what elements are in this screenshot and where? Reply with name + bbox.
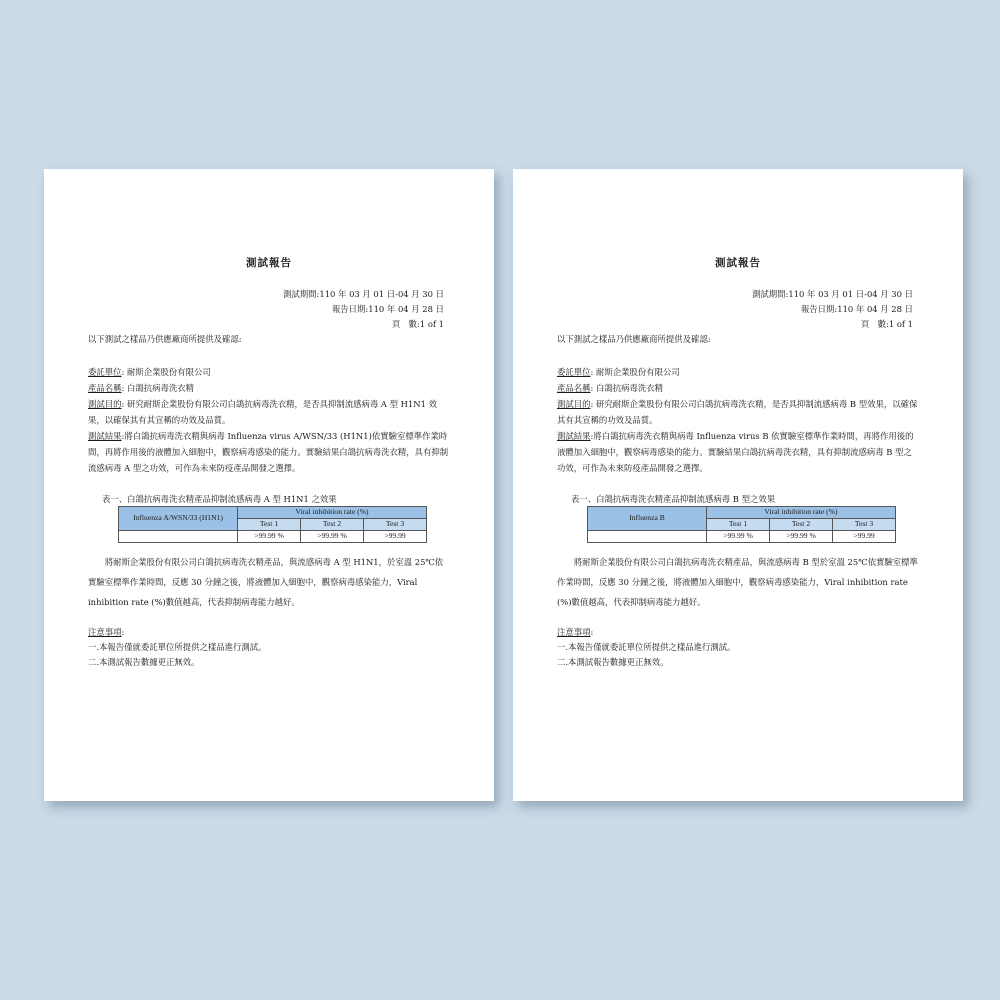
inhibition-rate-header: Viral inhibition rate (%) xyxy=(238,507,427,519)
test-3-value: >99.99 xyxy=(833,531,896,543)
note-item-1: 一.本報告僅就委託單位所提供之樣品進行測試。 xyxy=(88,642,267,652)
table-row xyxy=(119,531,427,543)
product-label: 產品名稱 xyxy=(88,383,122,393)
client-row xyxy=(88,364,450,380)
notes-heading xyxy=(557,625,919,640)
test-3-value: >99.99 xyxy=(364,531,427,543)
test-2-value: >99.99 % xyxy=(301,531,364,543)
results-table xyxy=(587,506,896,543)
client-value: : 耐斯企業股份有限公司 xyxy=(590,367,680,377)
influenza-strain-header: Influenza B xyxy=(588,507,707,531)
test-period: 測試期間:110 年 03 月 01 日-04 月 30 日 xyxy=(752,289,913,299)
conclusion-paragraph: 將耐斯企業股份有限公司白鴿抗病毒洗衣精產品，與流感病毒 B 型於室溫 25℃依實驗室標準作業時間，反應 30 分鐘之後，將液體加入細胞中，觀察病毒感染能力，Viral inhibition rate (%)數值越高，代表抑制病毒能力越好。 xyxy=(557,557,918,607)
notes-label: 注意事項 xyxy=(557,627,591,637)
report-info xyxy=(557,364,919,476)
test-1-header: Test 1 xyxy=(707,519,770,531)
report-title: 測試報告 xyxy=(246,257,292,269)
test-1-value: >99.99 % xyxy=(238,531,301,543)
test-1-header: Test 1 xyxy=(238,519,301,531)
notes-label: 注意事項 xyxy=(88,627,122,637)
purpose-value: : 研究耐斯企業股份有限公司白鴿抗病毒洗衣精，是否具抑制流感病毒 A 型 H1N1 效果，以確保其有其宣稱的功效及品質。 xyxy=(88,399,437,425)
test-1-value: >99.99 % xyxy=(707,531,770,543)
purpose-label: 測試目的 xyxy=(88,399,122,409)
notes-colon: : xyxy=(121,627,125,637)
result-value: :將白鴿抗病毒洗衣精與病毒 Influenza virus A/WSN/33 (H1N1)依實驗室標準作業時間，再將作用後的液體加入細胞中，觀察病毒感染的能力。實驗結果白鴿抗病毒洗衣精，具有抑制流感病毒 A 型之功效，可作為未來防疫產品開發之選擇。 xyxy=(88,431,449,473)
report-page-influenza-a xyxy=(44,169,494,801)
report-page-influenza-b xyxy=(513,169,963,801)
notes-section xyxy=(88,625,450,670)
result-row xyxy=(88,428,450,476)
test-2-header: Test 2 xyxy=(301,519,364,531)
product-row xyxy=(557,380,919,396)
table-empty-cell xyxy=(119,531,238,543)
report-info xyxy=(88,364,450,476)
result-label: 測試結果 xyxy=(557,431,591,441)
test-3-header: Test 3 xyxy=(364,519,427,531)
purpose-label: 測試目的 xyxy=(557,399,591,409)
note-item-1: 一.本報告僅就委託單位所提供之樣品進行測試。 xyxy=(557,642,736,652)
client-label: 委託單位 xyxy=(88,367,122,377)
notes-section xyxy=(557,625,919,670)
table-row xyxy=(588,531,896,543)
intro-text: 以下測試之樣品乃供應廠商所提供及確認: xyxy=(88,334,242,344)
note-item-2: 二.本測試報告數據更正無效。 xyxy=(88,657,200,667)
page-count: 頁 數:1 of 1 xyxy=(391,319,444,329)
table-header-row xyxy=(588,507,896,519)
note-item-2: 二.本測試報告數據更正無效。 xyxy=(557,657,669,667)
client-label: 委託單位 xyxy=(557,367,591,377)
test-2-value: >99.99 % xyxy=(770,531,833,543)
result-value: :將白鴿抗病毒洗衣精與病毒 Influenza virus B 依實驗室標準作業時間，再將作用後的液體加入細胞中，觀察病毒感染的能力。實驗結果白鴿抗病毒洗衣精，具有抑制流感病毒 B 型之功效，可作為未來防疫產品開發之選擇。 xyxy=(557,431,914,473)
test-2-header: Test 2 xyxy=(770,519,833,531)
report-title: 測試報告 xyxy=(715,257,761,269)
result-row xyxy=(557,428,919,476)
report-date: 報告日期:110 年 04 月 28 日 xyxy=(800,304,913,314)
notes-colon: : xyxy=(590,627,594,637)
product-label: 產品名稱 xyxy=(557,383,591,393)
purpose-row xyxy=(88,396,450,428)
results-table xyxy=(118,506,427,543)
table-caption: 表一、白鴿抗病毒洗衣精產品抑制流感病毒 A 型 H1N1 之效果 xyxy=(102,494,337,504)
inhibition-rate-header: Viral inhibition rate (%) xyxy=(707,507,896,519)
product-row xyxy=(88,380,450,396)
table-header-row xyxy=(119,507,427,519)
product-value: : 白鴿抗病毒洗衣精 xyxy=(590,383,663,393)
product-value: : 白鴿抗病毒洗衣精 xyxy=(121,383,194,393)
client-value: : 耐斯企業股份有限公司 xyxy=(121,367,211,377)
test-period: 測試期間:110 年 03 月 01 日-04 月 30 日 xyxy=(283,289,444,299)
notes-heading xyxy=(88,625,450,640)
table-caption: 表一、白鴿抗病毒洗衣精產品抑制流感病毒 B 型之效果 xyxy=(571,494,776,504)
conclusion-paragraph: 將耐斯企業股份有限公司白鴿抗病毒洗衣精產品，與流感病毒 A 型 H1N1，於室溫 25℃依實驗室標準作業時間，反應 30 分鐘之後，將液體加入細胞中，觀察病毒感染能力，Viral inhibition rate (%)數值越高，代表抑制病毒能力越好。 xyxy=(88,557,444,607)
test-3-header: Test 3 xyxy=(833,519,896,531)
purpose-value: : 研究耐斯企業股份有限公司白鴿抗病毒洗衣精，是否具抑制流感病毒 B 型效果，以確保其有其宣稱的功效及品質。 xyxy=(557,399,918,425)
page-count: 頁 數:1 of 1 xyxy=(860,319,913,329)
report-date: 報告日期:110 年 04 月 28 日 xyxy=(331,304,444,314)
result-label: 測試結果 xyxy=(88,431,122,441)
purpose-row xyxy=(557,396,919,428)
intro-text: 以下測試之樣品乃供應廠商所提供及確認: xyxy=(557,334,711,344)
influenza-strain-header: Influenza A/WSN/33 (H1N1) xyxy=(119,507,238,531)
client-row xyxy=(557,364,919,380)
table-empty-cell xyxy=(588,531,707,543)
